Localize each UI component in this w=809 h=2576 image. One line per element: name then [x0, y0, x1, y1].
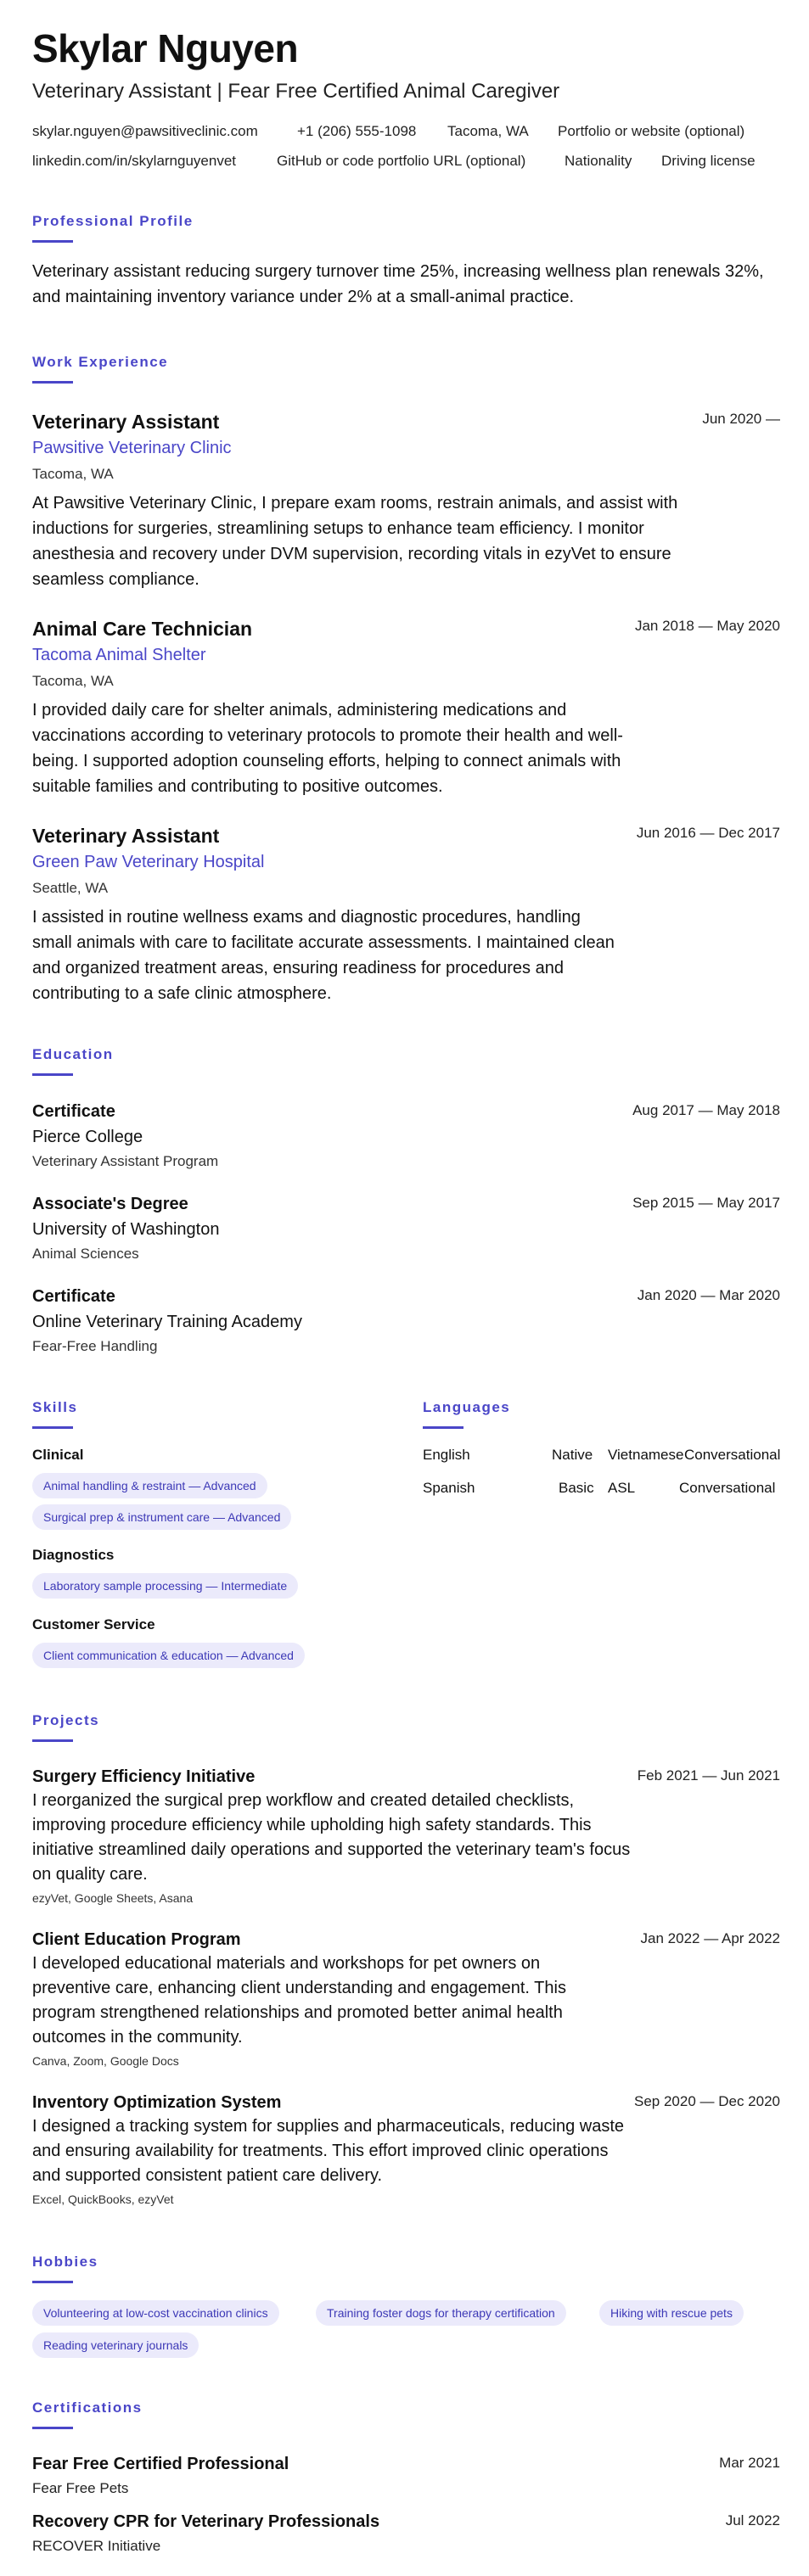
contact-nationality: Nationality [565, 153, 632, 169]
school: University of Washington [32, 1220, 220, 1239]
project-description: I developed educational materials and workshops for pet owners on preventive care, enhancing client understanding and engagement. This program strengthened relationships and promoted better animal health outcomes in the community. [32, 1954, 566, 2047]
section-divider [32, 2281, 73, 2283]
degree: Certificate [32, 1287, 115, 1306]
field-of-study: Animal Sciences [32, 1246, 139, 1262]
education-dates: Sep 2015 — May 2017 [632, 1195, 780, 1211]
project-tools: Excel, QuickBooks, ezyVet [32, 2192, 174, 2206]
employer: Pawsitive Veterinary Clinic [32, 439, 232, 457]
job-location: Seattle, WA [32, 880, 109, 896]
certification-date: Mar 2021 [719, 2455, 780, 2471]
field-of-study: Fear-Free Handling [32, 1338, 158, 1354]
education-dates: Jan 2020 — Mar 2020 [637, 1287, 780, 1303]
school: Online Veterinary Training Academy [32, 1313, 302, 1331]
section-heading-certifications: Certifications [32, 2400, 143, 2416]
contact-email[interactable]: skylar.nguyen@pawsitiveclinic.com [32, 123, 258, 139]
contact-linkedin[interactable]: linkedin.com/in/skylarnguyenvet [32, 153, 237, 169]
job-location: Tacoma, WA [32, 466, 114, 482]
language-level: Conversational [679, 1480, 776, 1496]
section-divider [423, 1426, 463, 1429]
section-divider [32, 1739, 73, 1742]
project-dates: Jan 2022 — Apr 2022 [640, 1930, 780, 1946]
project-description: I reorganized the surgical prep workflow and created detailed checklists, improving procedure efficiency while upholding high safety standards. This initiative streamlined daily operations and supported the veterinary team's focus on quality care. [32, 1791, 631, 1884]
project-title: Inventory Optimization System [32, 2093, 282, 2112]
project-description: I designed a tracking system for supplies and pharmaceuticals, reducing waste and ensuring availability for treatments. This effort improved clinic operations and supported consistent patient care delivery. [32, 2117, 625, 2185]
project-tools: Canva, Zoom, Google Docs [32, 2054, 179, 2068]
project-title: Surgery Efficiency Initiative [32, 1767, 256, 1786]
job-location: Tacoma, WA [32, 673, 114, 689]
job-description: I provided daily care for shelter animals, administering medications and vaccinations according to veterinary protocols to promote their health and well-being. I supported adoption counseling efforts, helping to connect animals with suitable families and contributing to positive outcomes. [32, 701, 623, 796]
section-heading-profile: Professional Profile [32, 213, 194, 229]
skill-chip: Laboratory sample processing — Intermediate [32, 1573, 298, 1599]
contact-phone[interactable]: +1 (206) 555-1098 [297, 123, 417, 139]
skill-chip: Animal handling & restraint — Advanced [32, 1473, 267, 1498]
job-dates: Jun 2016 — Dec 2017 [636, 825, 780, 841]
degree: Associate's Degree [32, 1195, 188, 1213]
language-name: Vietnamese [608, 1447, 684, 1463]
skill-chip: Surgical prep & instrument care — Advanced [32, 1504, 291, 1530]
certification-issuer: RECOVER Initiative [32, 2538, 161, 2554]
skill-category: Diagnostics [32, 1547, 115, 1563]
section-divider [32, 1426, 73, 1429]
language-name: English [423, 1447, 470, 1463]
language-name: ASL [608, 1480, 636, 1496]
hobby-chip: Reading veterinary journals [32, 2332, 199, 2358]
certification-date: Jul 2022 [725, 2512, 780, 2528]
hobby-chip: Volunteering at low-cost vaccination clinics [32, 2300, 279, 2326]
project-dates: Feb 2021 — Jun 2021 [637, 1767, 780, 1784]
project-tools: ezyVet, Google Sheets, Asana [32, 1891, 194, 1905]
section-heading-experience: Work Experience [32, 354, 169, 370]
certification-title: Recovery CPR for Veterinary Professionals [32, 2512, 380, 2531]
section-divider [32, 240, 73, 243]
section-heading-hobbies: Hobbies [32, 2254, 98, 2270]
candidate-name: Skylar Nguyen [32, 26, 299, 70]
skill-category: Customer Service [32, 1616, 155, 1632]
section-divider [32, 1073, 73, 1076]
section-heading-education: Education [32, 1046, 114, 1062]
job-description: I assisted in routine wellness exams and diagnostic procedures, handling small animals with care to facilitate accurate assessments. I maintained clean and organized treatment areas, ensuring readiness for procedures and contributing to a safe clinic atmosphere. [32, 908, 615, 1003]
section-heading-projects: Projects [32, 1712, 100, 1728]
school: Pierce College [32, 1128, 143, 1146]
language-level: Basic [559, 1480, 594, 1496]
job-title: Veterinary Assistant [32, 825, 220, 847]
field-of-study: Veterinary Assistant Program [32, 1153, 219, 1169]
certification-title: Fear Free Certified Professional [32, 2455, 289, 2473]
job-title: Veterinary Assistant [32, 411, 220, 433]
section-heading-skills: Skills [32, 1399, 78, 1415]
contact-github[interactable]: GitHub or code portfolio URL (optional) [277, 153, 526, 169]
employer: Green Paw Veterinary Hospital [32, 853, 265, 871]
job-dates: Jun 2020 — [702, 411, 780, 427]
language-name: Spanish [423, 1480, 475, 1496]
project-dates: Sep 2020 — Dec 2020 [633, 2093, 780, 2109]
language-level: Native [552, 1447, 593, 1463]
section-heading-languages: Languages [423, 1399, 511, 1415]
job-dates: Jan 2018 — May 2020 [634, 618, 780, 634]
section-divider [32, 381, 73, 384]
project-title: Client Education Program [32, 1930, 241, 1949]
headline: Veterinary Assistant | Fear Free Certified Animal Caregiver [32, 80, 560, 103]
hobby-chip: Training foster dogs for therapy certification [316, 2300, 566, 2326]
contact-location: Tacoma, WA [447, 123, 529, 139]
skill-category: Clinical [32, 1447, 84, 1463]
degree: Certificate [32, 1102, 115, 1121]
skill-chip: Client communication & education — Advanced [32, 1643, 305, 1668]
contact-portfolio[interactable]: Portfolio or website (optional) [558, 123, 745, 139]
profile-summary: Veterinary assistant reducing surgery turnover time 25%, increasing wellness plan renewals 32%, and maintaining inventory variance under 2% at a small-animal practice. [32, 262, 764, 306]
language-level: Conversational [684, 1447, 781, 1463]
section-divider [32, 2427, 73, 2429]
employer: Tacoma Animal Shelter [32, 646, 206, 664]
education-dates: Aug 2017 — May 2018 [632, 1102, 780, 1118]
contact-driving-license: Driving license [661, 153, 756, 169]
job-description: At Pawsitive Veterinary Clinic, I prepare exam rooms, restrain animals, and assist with inductions for surgeries, streamlining setups to enhance team efficiency. I monitor anesthesia and recovery under DVM supervision, recording vitals in ezyVet to ensure seamless compliance. [32, 494, 678, 589]
hobby-chip: Hiking with rescue pets [599, 2300, 744, 2326]
certification-issuer: Fear Free Pets [32, 2480, 129, 2496]
job-title: Animal Care Technician [32, 618, 253, 640]
